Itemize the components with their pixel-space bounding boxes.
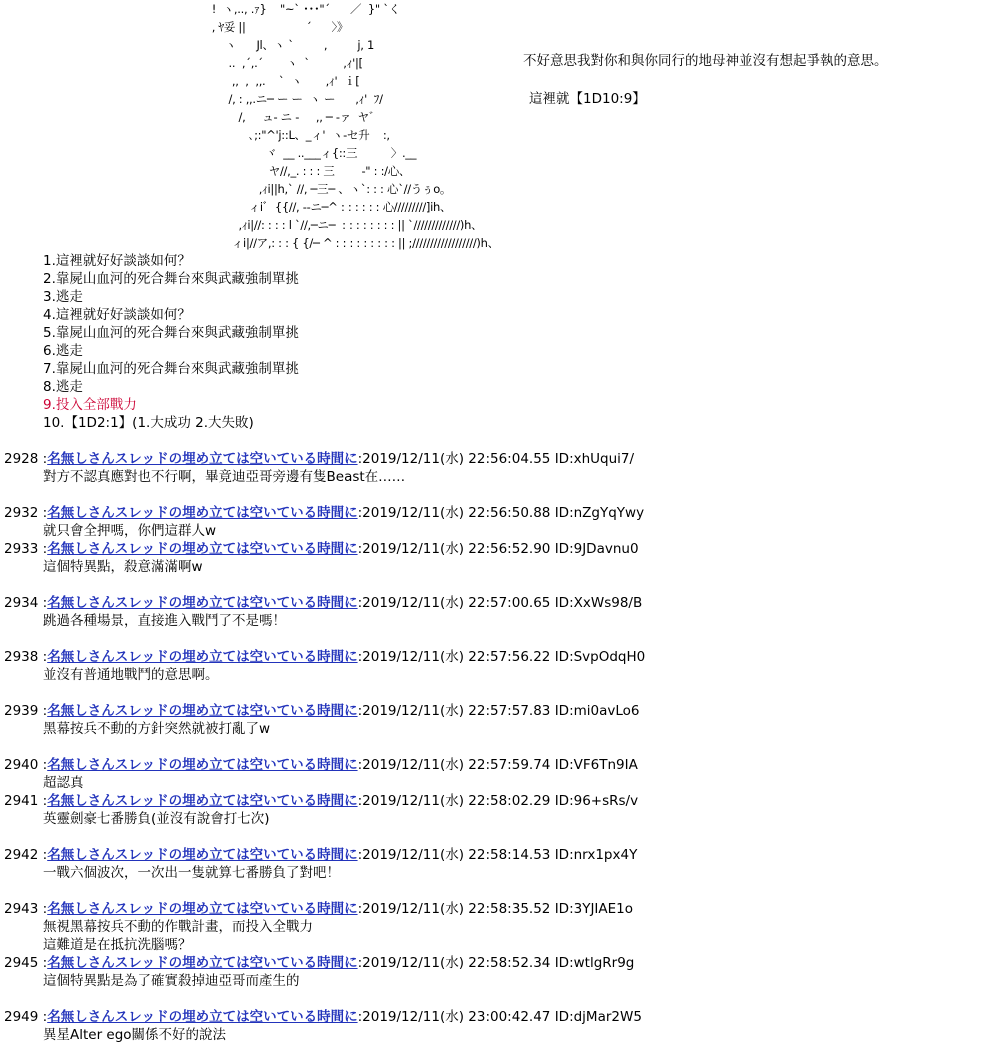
poster-name-link[interactable]: 名無しさんスレッドの埋め立ては空いている時間に [47, 541, 358, 557]
separator: : [357, 847, 363, 863]
post-body-line: 一戰六個波次，一次出一隻就算七番勝負了對吧！ [43, 865, 340, 881]
post-spacer [0, 882, 985, 900]
choice-item: 3.逃走 [43, 289, 83, 305]
post-id: ID:nrx1px4Y [554, 847, 638, 863]
choice-item: 4.這裡就好好談談如何？ [43, 307, 191, 323]
poster-name-link[interactable]: 名無しさんスレッドの埋め立ては空いている時間に [47, 703, 358, 719]
separator: : [38, 757, 48, 773]
post-header [0, 702, 985, 720]
post-header [0, 900, 985, 918]
post [0, 1008, 985, 1044]
post-id: ID:3YJIAE1o [554, 901, 634, 917]
post-spacer [0, 630, 985, 648]
post [0, 450, 985, 504]
post [0, 792, 985, 846]
post-id: ID:djMar2W5 [554, 1009, 642, 1025]
choice-item: 7.靠屍山血河的死合舞台來與武藏強制單挑 [43, 361, 299, 377]
poster-name-link[interactable]: 名無しさんスレッドの埋め立ては空いている時間に [47, 955, 358, 971]
separator: : [38, 703, 48, 719]
choice-item: 8.逃走 [43, 379, 83, 395]
post [0, 756, 985, 792]
post-header [0, 594, 985, 612]
post-body-line: 超認真 [43, 775, 84, 791]
post-id: ID:9JDavnu0 [554, 541, 639, 557]
post-spacer [0, 486, 985, 504]
post-body-line: 這個特異點，殺意滿滿啊w [43, 559, 203, 575]
separator: : [357, 793, 363, 809]
choice-item: 2.靠屍山血河的死合舞台來與武藏強制單挑 [43, 271, 299, 287]
poster-name-link[interactable]: 名無しさんスレッドの埋め立ては空いている時間に [47, 793, 358, 809]
post [0, 846, 985, 900]
post-body-line: 並沒有普通地戰鬥的意思啊。 [43, 667, 219, 683]
separator: : [357, 541, 363, 557]
separator: : [357, 451, 363, 467]
post-date: 2019/12/11(水) 22:58:02.29 [362, 793, 551, 809]
post-id: ID:VF6Tn9IA [554, 757, 638, 773]
separator: : [38, 451, 48, 467]
post-body-line: 無視黑幕按兵不動的作戰計畫，而投入全戰力 [43, 919, 313, 935]
post-number[interactable]: 2940 [4, 757, 39, 773]
poster-name-link[interactable]: 名無しさんスレッドの埋め立ては空いている時間に [47, 847, 358, 863]
separator: : [357, 901, 363, 917]
separator: : [357, 505, 363, 521]
separator: : [357, 595, 363, 611]
post-body-line: 這難道是在抵抗洗腦嗎？ [43, 937, 192, 953]
post-header [0, 648, 985, 666]
post-number[interactable]: 2949 [4, 1009, 39, 1025]
speech-line-1: 不好意思我對你和與你同行的地母神並沒有想起爭執的意思。 [523, 53, 888, 69]
post-date: 2019/12/11(水) 22:57:57.83 [362, 703, 551, 719]
poster-name-link[interactable]: 名無しさんスレッドの埋め立ては空いている時間に [47, 1009, 358, 1025]
post-number[interactable]: 2945 [4, 955, 39, 971]
post-body-line: 對方不認真應對也不行啊，畢竟迪亞哥旁邊有隻Beast在…… [43, 469, 406, 485]
choice-item: 6.逃走 [43, 343, 83, 359]
choice-list [43, 252, 299, 432]
separator: : [357, 649, 363, 665]
separator: : [357, 1009, 363, 1025]
separator: : [38, 649, 48, 665]
post-number[interactable]: 2938 [4, 649, 39, 665]
choice-item: 1.這裡就好好談談如何？ [43, 253, 191, 269]
separator: : [38, 847, 48, 863]
post-id: ID:mi0avLo6 [554, 703, 640, 719]
post-number[interactable]: 2941 [4, 793, 39, 809]
post-body-line: 這個特異點是為了確實殺掉迪亞哥而產生的 [43, 973, 300, 989]
post-number[interactable]: 2932 [4, 505, 39, 521]
post-header [0, 954, 985, 972]
post [0, 954, 985, 1008]
separator: : [357, 955, 363, 971]
post-date: 2019/12/11(水) 22:57:00.65 [362, 595, 551, 611]
post [0, 648, 985, 702]
post-header [0, 1008, 985, 1026]
poster-name-link[interactable]: 名無しさんスレッドの埋め立ては空いている時間に [47, 901, 358, 917]
post-number[interactable]: 2928 [4, 451, 39, 467]
post-date: 2019/12/11(水) 22:57:59.74 [362, 757, 551, 773]
post [0, 540, 985, 594]
post-spacer [0, 990, 985, 1008]
post-header [0, 540, 985, 558]
post-date: 2019/12/11(水) 22:58:14.53 [362, 847, 551, 863]
post [0, 702, 985, 756]
post-date: 2019/12/11(水) 22:56:52.90 [362, 541, 551, 557]
post-date: 2019/12/11(水) 23:00:42.47 [362, 1009, 551, 1025]
separator: : [38, 955, 48, 971]
separator: : [357, 757, 363, 773]
choice-item-selected: 9.投入全部戰力 [43, 397, 137, 413]
separator: : [38, 595, 48, 611]
post-date: 2019/12/11(水) 22:56:04.55 [362, 451, 551, 467]
post-number[interactable]: 2943 [4, 901, 39, 917]
poster-name-link[interactable]: 名無しさんスレッドの埋め立ては空いている時間に [47, 649, 358, 665]
post-date: 2019/12/11(水) 22:56:50.88 [362, 505, 551, 521]
poster-name-link[interactable]: 名無しさんスレッドの埋め立ては空いている時間に [47, 757, 358, 773]
post-body-line: 跳過各種場景，直接進入戰鬥了不是嗎！ [43, 613, 286, 629]
separator: : [38, 793, 48, 809]
post-header [0, 504, 985, 522]
post-spacer [0, 576, 985, 594]
poster-name-link[interactable]: 名無しさんスレッドの埋め立ては空いている時間に [47, 451, 358, 467]
separator: : [38, 1009, 48, 1025]
post-header [0, 846, 985, 864]
post-id: ID:96+sRs/v [554, 793, 639, 809]
separator: : [38, 901, 48, 917]
post-number[interactable]: 2942 [4, 847, 39, 863]
post-id: ID:xhUqui7/ [554, 451, 635, 467]
separator: : [357, 703, 363, 719]
post-number[interactable]: 2934 [4, 595, 39, 611]
post-header [0, 450, 985, 468]
choice-item-result: 10.【1D2:1】(1.大成功 2.大失敗) [43, 415, 254, 431]
post-header [0, 756, 985, 774]
choice-item: 5.靠屍山血河的死合舞台來與武藏強制單挑 [43, 325, 299, 341]
post [0, 594, 985, 648]
post-id: ID:SvpOdqH0 [554, 649, 646, 665]
post-number[interactable]: 2933 [4, 541, 39, 557]
post [0, 504, 985, 540]
post-body-line: 黑幕按兵不動的方針突然就被打亂了w [43, 721, 271, 737]
post-header [0, 792, 985, 810]
post-body-line: 英靈劍豪七番勝負(並沒有說會打七次) [43, 811, 270, 827]
post-id: ID:wtlgRr9g [554, 955, 635, 971]
post-number[interactable]: 2939 [4, 703, 39, 719]
post-date: 2019/12/11(水) 22:58:35.52 [362, 901, 551, 917]
post-date: 2019/12/11(水) 22:57:56.22 [362, 649, 551, 665]
post-date: 2019/12/11(水) 22:58:52.34 [362, 955, 551, 971]
post-body-line: 就只會全押嗎，你們這群人w [43, 523, 217, 539]
separator: : [38, 505, 48, 521]
post-spacer [0, 738, 985, 756]
post-spacer [0, 684, 985, 702]
post [0, 900, 985, 954]
ascii-art: ! ヽ,.., .ｧ} "~` ･･･"´ ／ }" `く , ﾔ妥 || ´ 〉》 ヽ Jl、ヽ ` , j, 1 .. ,´,.´ ヽ ` ,ｨ'|[ ,, , ,,. ` ヽ ,ｨ' ｉ[ /, : ,,.ニ─ ー ー ヽ ー ,ｨ' ﾌ/ /, ュ- ニ - ,, ─ ‐ァ ヤ゛ ､;:"^'j::L、_ィ' ヽ-セ升 :, ヾ __ ..___ィ{::三 〉.__ ヤ//,_. : : : 三 -" : :/心、 ,ｨi||h,` //, ─三─ 、ヽ`: : : 心`//うぅo。 ィiﾞ {{//, ‐‐ニ─^ : : : : : : 心/////////]ih、 ,ｨi|//: : : : l `//,─ニ─ : : : : : : : : || `/////////////)h、 ィi|//ア,: : : { {/─ ^ : : : : : : : : : || ;//////////////////)h、 [211, 2, 499, 250]
poster-name-link[interactable]: 名無しさんスレッドの埋め立ては空いている時間に [47, 595, 358, 611]
post-body-line: 異星Alter ego關係不好的說法 [43, 1027, 227, 1043]
post-id: ID:nZgYqYwy [554, 505, 645, 521]
poster-name-link[interactable]: 名無しさんスレッドの埋め立ては空いている時間に [47, 505, 358, 521]
post-spacer [0, 828, 985, 846]
post-list [0, 450, 985, 1044]
speech-line-2: 這裡就【1D10:9】 [529, 91, 646, 107]
separator: : [38, 541, 48, 557]
post-id: ID:XxWs98/B [554, 595, 643, 611]
